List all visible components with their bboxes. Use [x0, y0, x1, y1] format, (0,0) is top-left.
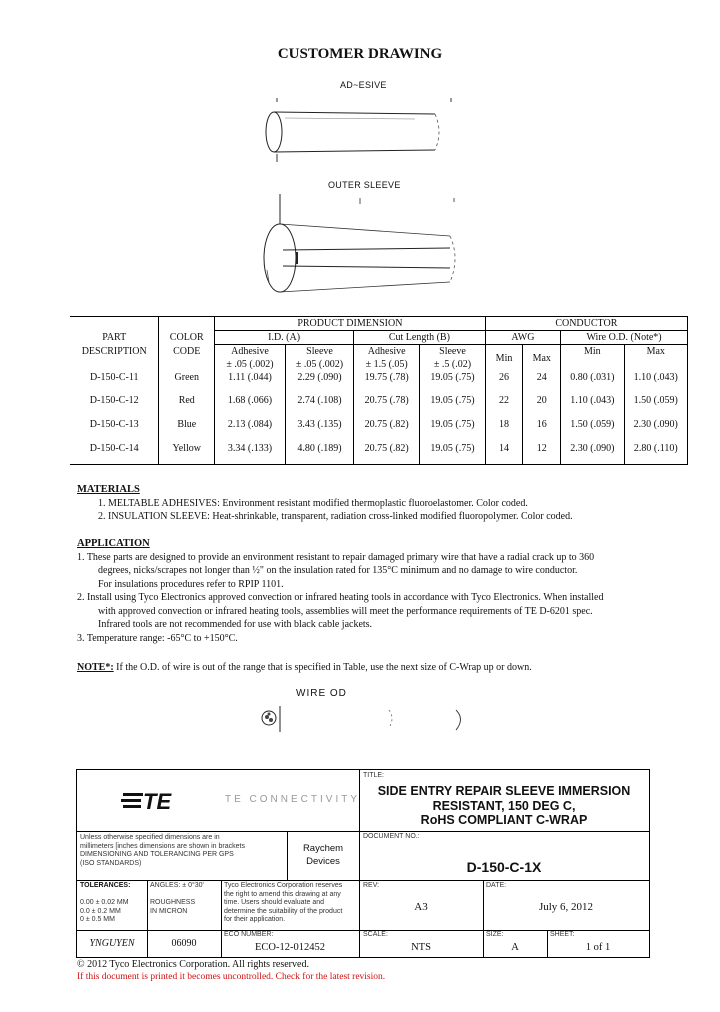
application-heading: APPLICATION: [77, 538, 150, 549]
awg-max-header: Max: [523, 345, 561, 372]
tolerances-label: TOLERANCES:: [80, 882, 131, 889]
note-text: If the O.D. of wire is out of the range that is specified in Table, use the next size of C-Wrap up or down.: [113, 662, 532, 673]
application-line: 2. Install using Tyco Electronics approved convection or infrared heating tools in accordance with Tyco Electronics. When installed: [77, 592, 604, 603]
cage-code: 06090: [171, 938, 197, 949]
wire-od-label: WIRE OD: [296, 688, 347, 699]
size-label: SIZE:: [486, 931, 504, 938]
part-header: PART: [102, 331, 127, 343]
wire-od-header: Wire O.D. (Note*): [561, 331, 688, 345]
part-header-2: DESCRIPTION: [81, 345, 147, 357]
revision: A3: [414, 901, 428, 913]
product-dimension-header: PRODUCT DIMENSION: [215, 317, 486, 331]
materials-heading: MATERIALS: [77, 484, 140, 495]
materials-section: [77, 483, 697, 524]
scale-label: SCALE:: [363, 931, 388, 938]
color-header: COLOR: [159, 331, 215, 345]
dimension-notes: Unless otherwise specified dimensions are in millimeters [inches dimensions are shown in brackets DIMENSIONING AND TOLERANCING PER GPS (ISO STANDARDS): [80, 834, 245, 867]
cut-adhesive-header: Adhesive: [354, 345, 420, 359]
table-row: D-150-C-14 Yellow 3.34 (.133) 4.80 (.189) 20.75 (.82) 19.05 (.75) 14 12 2.30 (.090) 2.80 (.110): [70, 442, 688, 464]
application-line: 1. These parts are designed to provide an environment resistant to repair damaged primary wire that have a radial crack up to 360: [77, 551, 595, 563]
color-header-2: CODE: [159, 345, 215, 359]
svg-text:TE: TE: [143, 789, 172, 814]
size: A: [511, 942, 519, 953]
od-max-header: Max: [624, 345, 687, 359]
copyright: © 2012 Tyco Electronics Corporation. All rights reserved.: [77, 959, 309, 970]
eco-number: ECO-12-012452: [255, 942, 325, 953]
tol-cut-adhesive: ± 1.5 (.05): [354, 358, 420, 371]
application-line: 3. Temperature range: -65°C to +150°C.: [77, 632, 238, 644]
note: [77, 661, 707, 675]
date-label: DATE:: [486, 882, 507, 889]
table-row: D-150-C-12 Red 1.68 (.066) 2.74 (.108) 20.75 (.78) 19.05 (.75) 22 20 1.10 (.043) 1.50 (.059): [70, 394, 688, 418]
title-block: [76, 769, 650, 958]
cut-sleeve-header: Sleeve: [420, 345, 485, 359]
outer-sleeve-drawing: [255, 190, 470, 300]
tolerances-values: 0.00 ± 0.02 MM 0.0 ± 0.2 MM 0 ± 0.5 MM: [80, 899, 129, 923]
scale: NTS: [411, 942, 431, 953]
page-title: CUSTOMER DRAWING: [277, 46, 443, 62]
tol-id-sleeve: ± .05 (.002): [285, 358, 353, 371]
id-adhesive-header: Adhesive: [215, 345, 286, 359]
application-section: [77, 537, 707, 645]
table-row: D-150-C-13 Blue 2.13 (.084) 3.43 (.135) 20.75 (.82) 19.05 (.75) 18 16 1.50 (.059) 2.30 (.090): [70, 418, 688, 442]
outer-sleeve-label: OUTER SLEEVE: [328, 180, 401, 190]
drawing-title: SIDE ENTRY REPAIR SLEEVE IMMERSION RESISTANT, 150 DEG C, RoHS COMPLIANT C-WRAP: [377, 784, 631, 827]
adhesive-label: AD~ESIVE: [340, 80, 387, 90]
doc-number-label: DOCUMENT NO.:: [363, 833, 420, 840]
uncontrolled-warning: If this document is printed it becomes uncontrolled. Check for the latest revision.: [77, 972, 386, 982]
tol-cut-sleeve: ± .5 (.02): [420, 358, 485, 371]
sheet-label: SHEET:: [550, 931, 575, 938]
prepared-by: YNGUYEN: [89, 938, 135, 949]
sheet: 1 of 1: [585, 942, 611, 953]
roughness: ROUGHNESS IN MICRON: [150, 899, 196, 915]
note-label: NOTE*:: [77, 662, 114, 673]
application-line: Infrared tools are not recommended for use with black cable jackets.: [98, 619, 373, 630]
rev-label: REV:: [363, 882, 380, 889]
title-label: TITLE:: [363, 772, 385, 779]
angles: ANGLES: ± 0°30': [150, 882, 204, 889]
disclaimer: Tyco Electronics Corporation reserves the right to amend this drawing at any time. Users should evaluate and determine the suitability of the product for their application.: [224, 882, 343, 923]
application-line: with approved convection or infrared heating tools, assemblies will meet the performance requirements of TE D-6201 spec.: [98, 605, 593, 617]
application-line: degrees, nicks/scrapes not longer than ½" on the insulation rated for 135°C minimum and no damage to wire conductor.: [98, 565, 578, 576]
adhesive-tube-drawing: [255, 92, 465, 164]
awg-header: AWG: [485, 331, 560, 345]
table-row: D-150-C-11 Green 1.11 (.044) 2.29 (.090) 19.75 (.78) 19.05 (.75) 26 24 0.80 (.031) 1.10 (.043): [70, 371, 688, 394]
division-name: Raychem Devices: [302, 843, 344, 867]
te-logo: [121, 788, 199, 814]
materials-item: 1. MELTABLE ADHESIVES: Environment resistant modified thermoplastic fluoroelastomer. Color coded.: [98, 497, 528, 509]
company-name: TE CONNECTIVITY: [225, 794, 361, 805]
eco-label: ECO NUMBER:: [224, 931, 274, 938]
application-line: For insulations procedures refer to RPIP 1101.: [98, 578, 284, 590]
date: July 6, 2012: [538, 901, 594, 913]
tol-id-adhesive: ± .05 (.002): [215, 358, 286, 371]
od-min-header: Min: [561, 345, 624, 359]
awg-min-header: Min: [485, 345, 523, 372]
doc-number: D-150-C-1X: [466, 859, 542, 875]
id-sleeve-header: Sleeve: [285, 345, 353, 359]
materials-item: 2. INSULATION SLEEVE: Heat-shrinkable, transparent, radiation cross-linked modified fluoropolymer. Color coded.: [98, 511, 573, 522]
id-header: I.D. (A): [215, 331, 354, 345]
wire-od-drawing: [255, 700, 470, 740]
cut-length-header: Cut Length (B): [354, 331, 486, 345]
conductor-header: CONDUCTOR: [485, 317, 687, 331]
product-dimension-table: [70, 316, 688, 465]
